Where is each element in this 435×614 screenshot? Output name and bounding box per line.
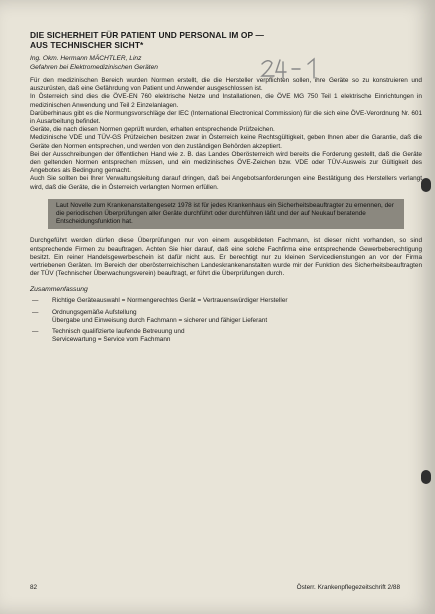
page-footer: [30, 584, 400, 591]
paragraph: Auch Sie sollten bei Ihrer Verwaltungsleitung darauf dringen, daß bei Angebotsanforderungen eine Bestätigung des Herstellers verlangt wird, daß die Geräte, die in Österreich verlangten Normen erfüllen.: [30, 175, 422, 191]
summary-item-text: Richtige Geräteauswahl = Normengerechtes Gerät = Vertrauenswürdiger Hersteller: [52, 297, 288, 305]
summary-heading: Zusammenfassung: [30, 286, 88, 294]
paragraph: Bei der Ausschreibungen der öffentlichen Hand wie z. B. das Landes Oberösterreich wird bereits die Forderung gestellt, daß die Geräte den geltenden Normen entsprechen müssen, und ein medizinisches ÖVE-Zeichen bzw. VDE oder TÜV-Ausweis zur Gültigkeit des Angebotes als Bedingung gemacht.: [30, 150, 422, 175]
margin-tab: [421, 178, 431, 192]
paragraph: Darüberhinaus gibt es die Normungsvorschläge der IEC (International Electronical Commission) für die sich eine ÖVE-Verordnung Nr. 601 in Ausarbeitung befindet.: [30, 109, 422, 126]
section-heading: Gefahren bei Elektromedizinischen Geräten: [30, 64, 158, 71]
margin-tab: [421, 470, 431, 484]
article: [30, 30, 422, 347]
dash-bullet: —: [32, 328, 39, 336]
summary-item: [30, 328, 422, 344]
summary-list: [30, 297, 422, 344]
paragraph: Durchgeführt werden dürfen diese Überprüfungen nur von einem ausgebildeten Fachmann, ist dieser nicht vorhanden, so sind entsprechende Firmen zu beauftragen. Achten Sie hier darauf, daß eine solche Fachfirma eine entsprechende Gewerbeberechtigung besitzt. Ein reiner Handelsgewerbeschein ist dafür nicht aus. Er berechtigt nur zu kleinen Servicedienstungen an vor der Firma vertriebenen Geräten. Im Bereich der oberösterreichischen Landeskrankenanstalten wurde mir der Funktion des Sicherheitsbeauftragten der TÜV (Technischer Überwachungsverein) beauftragt, er führt die Überprüfungen durch.: [30, 237, 422, 278]
summary-item-text: Technisch qualifizierte laufende Betreuung und Servicewartung = Service vom Fachmann: [52, 328, 185, 344]
summary-item-text: Ordnungsgemäße Aufstellung Übergabe und Einweisung durch Fachmann = sicherer und fähiger Lieferant: [52, 308, 268, 324]
body-text: [30, 77, 422, 192]
journal-name: Österr. Krankenpflegezeitschrift 2/88: [296, 584, 400, 591]
author-line: Ing. Okm. Hermann MÄCHTLER, Linz: [30, 55, 142, 62]
dash-bullet: —: [32, 297, 39, 305]
paragraph: Geräte, die nach diesen Normen geprüft wurden, erhalten entsprechende Prüfzeichen.: [30, 126, 275, 134]
highlight-box: Laut Novelle zum Krankenanstaltengesetz 1978 ist für jedes Krankenhaus ein Sicherheitsbeauftragter zu ernennen, der die periodischen Überprüfungen aller Geräte durchführt oder durchführen läßt und der auf Neukauf beratende Entscheidungsfunktion hat.: [48, 199, 404, 230]
dash-bullet: —: [32, 308, 39, 316]
summary-item: [30, 309, 422, 325]
paragraph: Medizinische VDE und TÜV-GS Prüfzeichen besitzen zwar in Österreich keine Rechtsgültigkeit, geben Ihnen aber die Garantie, daß die Geräte den Normen entsprechen, und werden von den zuständigen Behörden akzeptiert.: [30, 134, 422, 150]
article-title: [30, 30, 422, 50]
paragraph: In Österreich sind dies die ÖVE-EN 760 elektrische Netze und Installationen, die ÖVE MG 750 Teil 1 elektrische Einrichtungen in medizinischen Anwendung und Teil 2 Einzelanlagen.: [30, 93, 422, 109]
summary-item: [30, 297, 422, 305]
title-line-1: DIE SICHERHEIT FÜR PATIENT UND PERSONAL IM OP —: [30, 30, 264, 40]
page-number: 82: [30, 584, 38, 591]
paragraph: Für den medizinischen Bereich wurden Normen erstellt, die die Hersteller verpflichten sollen, ihre Geräte so zu konstruieren und auszurüsten, daß eine Gefährdung von Patient und Anwender ausgeschlossen ist.: [30, 77, 422, 93]
title-line-2: AUS TECHNISCHER SICHT*: [30, 40, 144, 50]
